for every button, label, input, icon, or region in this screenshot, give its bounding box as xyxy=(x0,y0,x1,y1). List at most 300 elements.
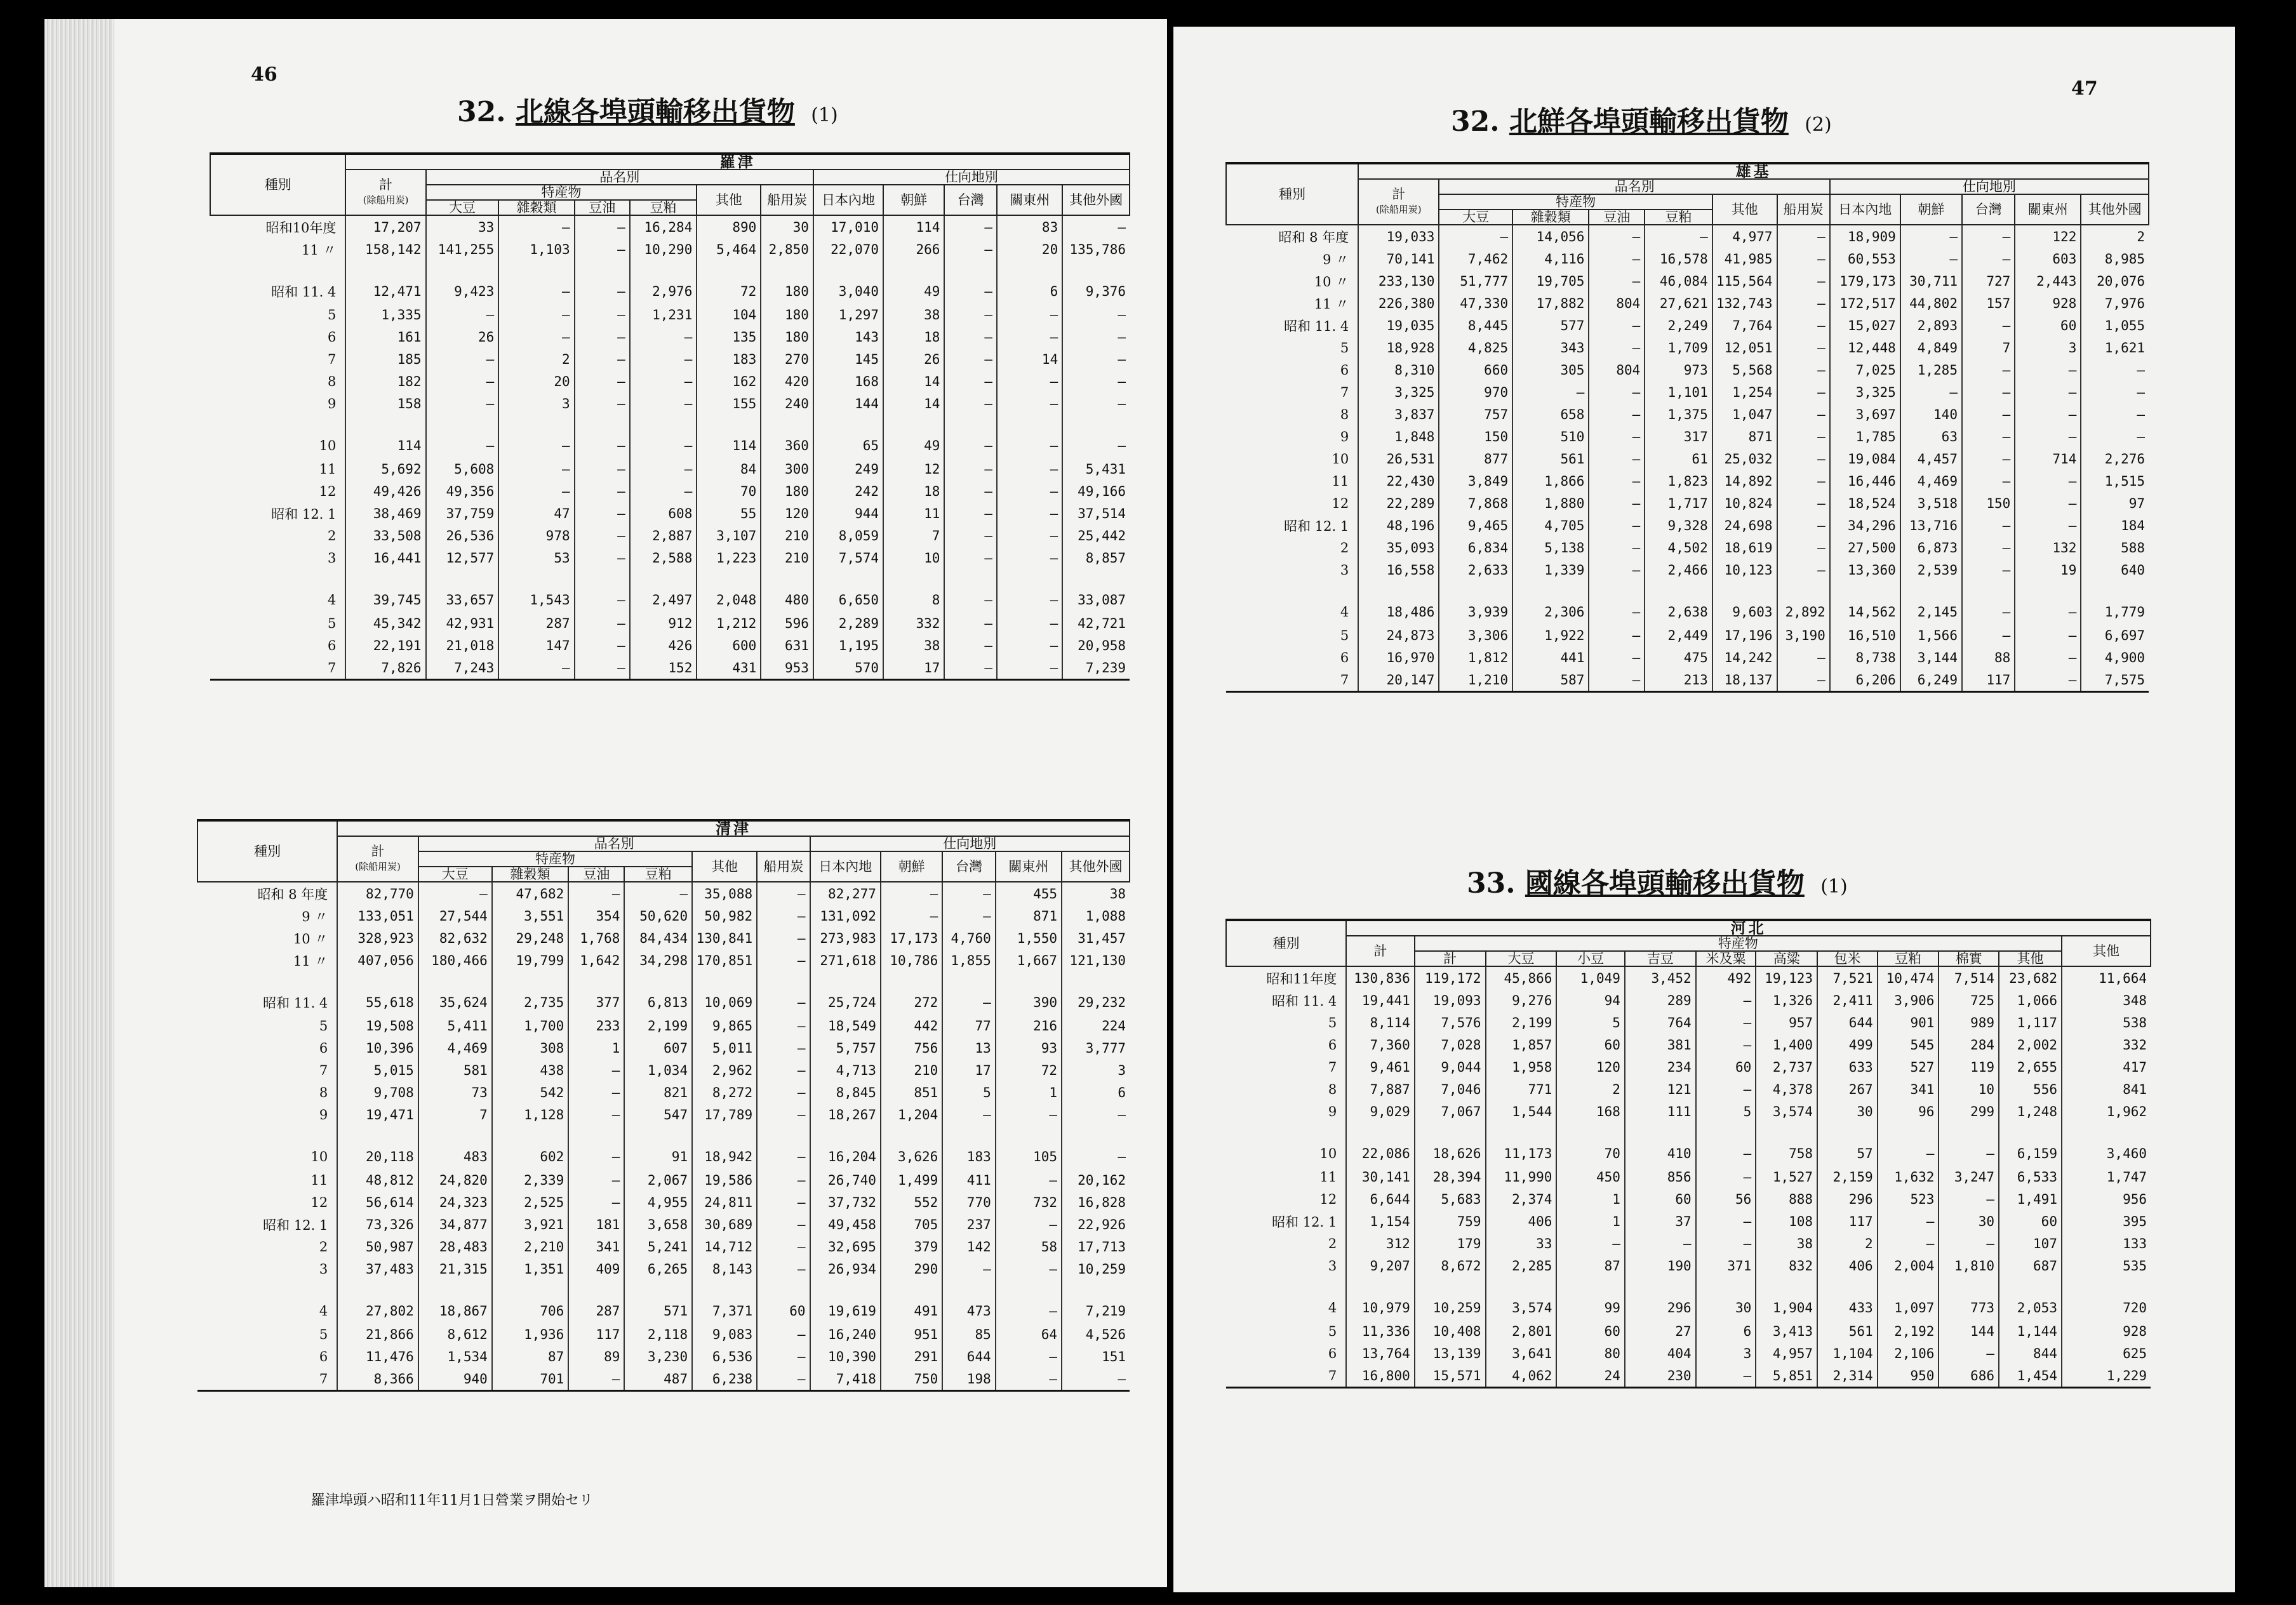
data-cell: 750 xyxy=(881,1368,942,1391)
bean-cake-header: 豆粕 xyxy=(1878,951,1939,966)
table-row xyxy=(1226,1210,2151,1232)
data-cell: — xyxy=(426,370,499,392)
data-cell: 1,339 xyxy=(1512,559,1589,581)
row-label: 4 xyxy=(328,592,337,608)
data-cell: 3,144 xyxy=(1900,646,1962,669)
data-cell: 272 xyxy=(881,971,942,1015)
data-cell: 18,909 xyxy=(1830,225,1900,248)
data-cell: 70 xyxy=(1556,1122,1625,1166)
data-cell: 50,620 xyxy=(624,905,692,927)
data-cell: 5,015 xyxy=(337,1059,418,1081)
row-label: 昭和 11. 4 xyxy=(271,284,337,300)
data-cell: 34,296 xyxy=(1830,514,1900,536)
row-label: 6 xyxy=(319,1349,328,1364)
data-cell: — xyxy=(944,480,997,502)
data-cell: 4,526 xyxy=(1062,1323,1130,1345)
data-cell: 119,172 xyxy=(1415,966,1486,989)
table-row xyxy=(1226,581,2149,624)
data-cell: 9,461 xyxy=(1346,1056,1415,1078)
table-row xyxy=(197,1191,1130,1213)
data-cell: — xyxy=(1556,1232,1625,1255)
data-cell: 60 xyxy=(757,1280,810,1323)
data-cell: — xyxy=(1777,492,1830,514)
data-cell: 180 xyxy=(761,260,813,303)
data-cell: 332 xyxy=(883,612,944,634)
data-cell: 24,698 xyxy=(1712,514,1777,536)
data-cell: 7 xyxy=(1962,336,2015,359)
data-cell: 499 xyxy=(1817,1034,1878,1056)
data-cell: 27,544 xyxy=(418,905,492,927)
data-cell: 157 xyxy=(1962,292,2015,314)
data-cell: 53 xyxy=(498,547,574,569)
data-cell: 890 xyxy=(697,215,761,238)
data-cell: 2,655 xyxy=(1999,1056,2062,1078)
data-cell: 117 xyxy=(1962,669,2015,692)
data-cell: 10,123 xyxy=(1712,559,1777,581)
data-cell: — xyxy=(1777,669,1830,692)
data-cell: 300 xyxy=(761,458,813,480)
data-cell: — xyxy=(997,370,1062,392)
data-cell: 1 xyxy=(1556,1188,1625,1210)
data-cell: 491 xyxy=(881,1280,942,1323)
data-cell: 1,229 xyxy=(2062,1364,2151,1388)
data-cell: 82,277 xyxy=(810,882,881,905)
table-row xyxy=(197,1258,1130,1280)
data-cell: 701 xyxy=(492,1368,569,1391)
table-row xyxy=(210,634,1130,656)
row-label: 5 xyxy=(1340,627,1349,643)
row-label: 昭和 11. 4 xyxy=(263,996,328,1011)
table-row xyxy=(210,348,1130,370)
data-cell: — xyxy=(997,480,1062,502)
data-cell: 3,906 xyxy=(1878,989,1939,1011)
data-cell: 4,116 xyxy=(1512,248,1589,270)
table-row xyxy=(210,480,1130,502)
data-cell: 64 xyxy=(996,1323,1062,1345)
data-cell: 3,247 xyxy=(1939,1166,1999,1188)
total-label: 計 xyxy=(1392,187,1406,202)
data-cell: 284 xyxy=(1939,1034,1999,1056)
data-cell: — xyxy=(997,569,1062,612)
data-cell: 30,141 xyxy=(1346,1166,1415,1188)
data-cell: — xyxy=(757,1081,810,1103)
data-cell: 607 xyxy=(624,1037,692,1059)
data-cell: 6,650 xyxy=(813,569,883,612)
data-cell: 38 xyxy=(883,634,944,656)
other-header: 其他 xyxy=(1712,194,1777,225)
table-row xyxy=(1226,470,2149,492)
data-cell: 1,101 xyxy=(1645,381,1712,403)
data-cell: 87 xyxy=(492,1345,569,1368)
table-row xyxy=(1226,559,2149,581)
data-cell: 16,240 xyxy=(810,1323,881,1345)
maize-header: 包米 xyxy=(1817,951,1878,966)
data-cell: 821 xyxy=(624,1081,692,1103)
data-cell: 957 xyxy=(1756,1011,1817,1034)
taiwan-header: 台灣 xyxy=(1962,194,2015,225)
total-header xyxy=(345,170,425,215)
hebei-table xyxy=(1225,919,2151,1389)
table-row xyxy=(1226,248,2149,270)
data-cell: 83 xyxy=(997,215,1062,238)
row-label: 7 xyxy=(328,351,337,367)
data-cell: — xyxy=(1777,381,1830,403)
table-row xyxy=(1226,359,2149,381)
data-cell: 296 xyxy=(1625,1277,1696,1320)
destination-group-header: 仕向地別 xyxy=(810,836,1130,851)
row-label: 11 xyxy=(319,461,337,477)
data-cell: 18,942 xyxy=(692,1126,757,1169)
data-cell: 26,740 xyxy=(810,1169,881,1191)
data-cell: 133 xyxy=(2062,1232,2151,1255)
data-cell: 6,834 xyxy=(1439,536,1512,559)
row-label: 2 xyxy=(319,1239,328,1255)
data-cell: 770 xyxy=(942,1191,995,1213)
data-cell: 8,857 xyxy=(1062,547,1130,569)
data-cell: 70,141 xyxy=(1358,248,1439,270)
data-cell: 172,517 xyxy=(1830,292,1900,314)
row-label: 10 xyxy=(1332,451,1349,467)
data-cell: 20 xyxy=(997,238,1062,260)
category-header: 種別 xyxy=(1226,920,1346,966)
data-cell: 951 xyxy=(881,1323,942,1345)
data-cell: 10,396 xyxy=(337,1037,418,1059)
data-cell: 6,249 xyxy=(1900,669,1962,692)
table-row xyxy=(1226,1364,2151,1388)
data-cell: 142 xyxy=(942,1235,995,1258)
data-cell: — xyxy=(944,392,997,415)
table-row xyxy=(1226,646,2149,669)
data-cell: 561 xyxy=(1512,448,1589,470)
data-cell: 25,724 xyxy=(810,971,881,1015)
table-row xyxy=(210,215,1130,238)
data-cell: 19,471 xyxy=(337,1103,418,1126)
data-cell: 38 xyxy=(1062,882,1130,905)
data-cell: 22,430 xyxy=(1358,470,1439,492)
table-row xyxy=(197,927,1130,949)
data-cell: — xyxy=(757,1235,810,1258)
row-label: 4 xyxy=(1340,604,1349,620)
data-cell: — xyxy=(1589,381,1645,403)
data-cell: 26,531 xyxy=(1358,448,1439,470)
data-cell: — xyxy=(1589,470,1645,492)
data-cell: — xyxy=(1062,415,1130,458)
data-cell: 644 xyxy=(1817,1011,1878,1034)
data-cell: 88 xyxy=(1962,646,2015,669)
data-cell: — xyxy=(881,882,942,905)
data-cell: 28,394 xyxy=(1415,1166,1486,1188)
data-cell: 4,457 xyxy=(1900,448,1962,470)
data-cell: 10,390 xyxy=(810,1345,881,1368)
data-cell: 117 xyxy=(1817,1210,1878,1232)
row-label: 昭和 12. 1 xyxy=(1272,1214,1337,1230)
data-cell: 16,284 xyxy=(630,215,697,238)
data-cell: 343 xyxy=(1512,336,1589,359)
data-cell: 12,448 xyxy=(1830,336,1900,359)
data-cell: 271,618 xyxy=(810,949,881,971)
data-cell: 7,514 xyxy=(1939,966,1999,989)
data-cell: 406 xyxy=(1817,1255,1878,1277)
data-cell: 7,868 xyxy=(1439,492,1512,514)
data-cell: 94 xyxy=(1556,989,1625,1011)
data-cell: 120 xyxy=(761,502,813,524)
data-cell: 16,441 xyxy=(345,547,425,569)
data-cell: 119 xyxy=(1939,1056,1999,1078)
data-cell: — xyxy=(1589,492,1645,514)
data-cell: — xyxy=(575,326,630,348)
data-cell: 84,434 xyxy=(624,927,692,949)
data-cell: 60 xyxy=(1556,1320,1625,1342)
data-cell: 2,249 xyxy=(1645,314,1712,336)
row-label: 5 xyxy=(319,1326,328,1342)
data-cell: 49,426 xyxy=(345,480,425,502)
data-cell: 30,689 xyxy=(692,1213,757,1235)
data-cell: 8 xyxy=(883,569,944,612)
row-label: 12 xyxy=(1319,1191,1337,1207)
data-cell: 213 xyxy=(1645,669,1712,692)
data-cell: 8,738 xyxy=(1830,646,1900,669)
data-cell: — xyxy=(575,238,630,260)
row-label: 9 xyxy=(1340,429,1349,444)
table-row xyxy=(1226,624,2149,646)
specialty-header: 特産物 xyxy=(418,851,692,867)
data-cell: — xyxy=(630,392,697,415)
data-cell: 8,612 xyxy=(418,1323,492,1345)
row-label: 3 xyxy=(1340,562,1349,578)
data-cell: — xyxy=(881,905,942,927)
data-cell: 600 xyxy=(697,634,761,656)
data-cell: 25,032 xyxy=(1712,448,1777,470)
data-cell: 30 xyxy=(761,215,813,238)
data-cell: 91 xyxy=(624,1126,692,1169)
data-cell: 1,144 xyxy=(1999,1320,2062,1342)
korea-header: 朝鮮 xyxy=(1900,194,1962,225)
data-cell: 24,323 xyxy=(418,1191,492,1213)
data-cell: 832 xyxy=(1756,1255,1817,1277)
data-cell: 841 xyxy=(2062,1078,2151,1100)
row-label: 5 xyxy=(1328,1015,1337,1030)
data-cell: 1,117 xyxy=(1999,1011,2062,1034)
data-cell: — xyxy=(630,326,697,348)
row-label: 2 xyxy=(1340,540,1349,556)
data-cell: — xyxy=(575,392,630,415)
table-row xyxy=(197,882,1130,905)
data-cell: 2,002 xyxy=(1999,1034,2062,1056)
data-cell: 114 xyxy=(697,415,761,458)
data-cell: 1,880 xyxy=(1512,492,1589,514)
data-cell: 216 xyxy=(996,1015,1062,1037)
data-cell: 587 xyxy=(1512,669,1589,692)
data-cell: 570 xyxy=(813,656,883,680)
row-label: 8 xyxy=(319,1084,328,1100)
data-cell: 27 xyxy=(1625,1320,1696,1342)
data-cell: 706 xyxy=(492,1280,569,1323)
data-cell: — xyxy=(498,260,574,303)
data-cell: 603 xyxy=(2015,248,2081,270)
data-cell: — xyxy=(1696,1166,1756,1188)
data-cell: — xyxy=(757,927,810,949)
data-cell: 120 xyxy=(1556,1056,1625,1078)
data-cell: 4,469 xyxy=(418,1037,492,1059)
row-label: 2 xyxy=(328,528,337,543)
data-cell: 631 xyxy=(761,634,813,656)
data-cell: 29,232 xyxy=(1062,971,1130,1015)
data-cell: 2,145 xyxy=(1900,581,1962,624)
data-cell: 8,143 xyxy=(692,1258,757,1280)
data-cell: 1,154 xyxy=(1346,1210,1415,1232)
data-cell: 19,123 xyxy=(1756,966,1817,989)
data-cell: 953 xyxy=(761,656,813,680)
region-header: 雄基 xyxy=(1358,163,2149,179)
data-cell: 1,621 xyxy=(2081,336,2149,359)
data-cell: 804 xyxy=(1589,292,1645,314)
data-cell: — xyxy=(757,1323,810,1345)
data-cell: — xyxy=(996,1258,1062,1280)
data-cell: — xyxy=(498,480,574,502)
product-group-header: 品名別 xyxy=(418,836,810,851)
data-cell: 431 xyxy=(697,656,761,680)
title-suffix: (1) xyxy=(811,104,838,126)
data-cell: 851 xyxy=(881,1081,942,1103)
data-cell: — xyxy=(1777,248,1830,270)
data-cell: 8,845 xyxy=(810,1081,881,1103)
data-cell: 1,103 xyxy=(498,238,574,260)
data-cell: — xyxy=(630,458,697,480)
kaoliang-header: 高粱 xyxy=(1756,951,1817,966)
data-cell: 19,093 xyxy=(1415,989,1486,1011)
title-main: 北鮮各埠頭輸移出貨物 xyxy=(1509,105,1789,138)
data-cell: 602 xyxy=(492,1126,569,1169)
data-cell: 237 xyxy=(942,1213,995,1235)
data-cell: 37,759 xyxy=(426,502,499,524)
data-cell: — xyxy=(2015,403,2081,425)
data-cell: — xyxy=(1900,381,1962,403)
data-cell: — xyxy=(2015,624,2081,646)
data-cell: 773 xyxy=(1939,1277,1999,1320)
data-cell: — xyxy=(942,971,995,1015)
data-cell: — xyxy=(997,524,1062,547)
data-cell: 18,928 xyxy=(1358,336,1439,359)
data-cell: — xyxy=(1962,425,2015,448)
data-cell: — xyxy=(1777,514,1830,536)
data-cell: 210 xyxy=(881,1059,942,1081)
data-cell: 55,618 xyxy=(337,971,418,1015)
left-page-title xyxy=(457,89,838,130)
data-cell: 3,777 xyxy=(1062,1037,1130,1059)
data-cell: 37,732 xyxy=(810,1191,881,1213)
data-cell: — xyxy=(944,547,997,569)
data-cell: 2,004 xyxy=(1878,1255,1939,1277)
data-cell: — xyxy=(1589,624,1645,646)
data-cell: — xyxy=(1589,425,1645,448)
data-cell: 1,904 xyxy=(1756,1277,1817,1320)
data-cell: 2,199 xyxy=(1486,1011,1557,1034)
data-cell: — xyxy=(575,569,630,612)
right-page-number: 47 xyxy=(2071,77,2098,100)
data-cell: 3,574 xyxy=(1756,1100,1817,1122)
data-cell: 687 xyxy=(1999,1255,2062,1277)
data-cell: 3,190 xyxy=(1777,624,1830,646)
data-cell: 6,533 xyxy=(1999,1166,2062,1188)
data-cell: 16,510 xyxy=(1830,624,1900,646)
data-cell: 5,757 xyxy=(810,1037,881,1059)
row-label: 7 xyxy=(1340,384,1349,400)
data-cell: 18,524 xyxy=(1830,492,1900,514)
data-cell: 32,695 xyxy=(810,1235,881,1258)
data-cell: 60,553 xyxy=(1830,248,1900,270)
data-cell: 46,084 xyxy=(1645,270,1712,292)
data-cell: 2,735 xyxy=(492,971,569,1015)
cotton-header: 棉實 xyxy=(1939,951,1999,966)
table-row xyxy=(197,905,1130,927)
data-cell: 7,046 xyxy=(1415,1078,1486,1100)
table-row xyxy=(1226,1255,2151,1277)
table-row xyxy=(210,547,1130,569)
data-cell: — xyxy=(2015,425,2081,448)
data-cell: 1,400 xyxy=(1756,1034,1817,1056)
data-cell: 30 xyxy=(1817,1100,1878,1122)
table-row xyxy=(210,458,1130,480)
table-row xyxy=(210,502,1130,524)
data-cell: — xyxy=(1589,559,1645,581)
data-cell: 9,029 xyxy=(1346,1100,1415,1122)
data-cell: 426 xyxy=(630,634,697,656)
data-cell: 686 xyxy=(1939,1364,1999,1388)
data-cell: 42,931 xyxy=(426,612,499,634)
table-row xyxy=(1226,1188,2151,1210)
data-cell: 4,502 xyxy=(1645,536,1712,559)
data-cell: 56 xyxy=(1696,1188,1756,1210)
row-label: 10 xyxy=(1319,1146,1337,1161)
data-cell: 17,196 xyxy=(1712,624,1777,646)
data-cell: 379 xyxy=(881,1235,942,1258)
total-note: (除船用炭) xyxy=(1375,204,1422,215)
data-cell: 2,306 xyxy=(1512,581,1589,624)
data-cell: 1,049 xyxy=(1556,966,1625,989)
data-cell: 21,315 xyxy=(418,1258,492,1280)
data-cell: 49,356 xyxy=(426,480,499,502)
row-label: 11 〃 xyxy=(293,953,328,969)
data-cell: — xyxy=(1696,1034,1756,1056)
data-cell: 7,521 xyxy=(1817,966,1878,989)
row-label: 9 〃 xyxy=(302,909,328,924)
data-cell: — xyxy=(1962,470,2015,492)
data-cell: — xyxy=(1777,559,1830,581)
table-row xyxy=(1226,448,2149,470)
data-cell: 727 xyxy=(1962,270,2015,292)
ship-coal-header: 船用炭 xyxy=(1777,194,1830,225)
data-cell: 2,067 xyxy=(624,1169,692,1191)
data-cell: — xyxy=(757,1345,810,1368)
data-cell: 10,290 xyxy=(630,238,697,260)
data-cell: 22,289 xyxy=(1358,492,1439,514)
row-label: 8 xyxy=(1328,1081,1337,1097)
data-cell: 20 xyxy=(498,370,574,392)
data-cell: 5,568 xyxy=(1712,359,1777,381)
data-cell: 1,097 xyxy=(1878,1277,1939,1320)
kwantung-header: 關東州 xyxy=(996,851,1062,882)
data-cell: — xyxy=(1777,470,1830,492)
data-cell: 7,575 xyxy=(2081,669,2149,692)
data-cell: 410 xyxy=(1625,1122,1696,1166)
data-cell: 10,069 xyxy=(692,971,757,1015)
data-cell: 17,207 xyxy=(345,215,425,238)
soybean-header: 大豆 xyxy=(426,200,499,215)
soy_oil-header: 豆油 xyxy=(575,200,630,215)
data-cell: 11 xyxy=(883,502,944,524)
table-row xyxy=(197,1059,1130,1081)
data-cell: 23,682 xyxy=(1999,966,2062,989)
